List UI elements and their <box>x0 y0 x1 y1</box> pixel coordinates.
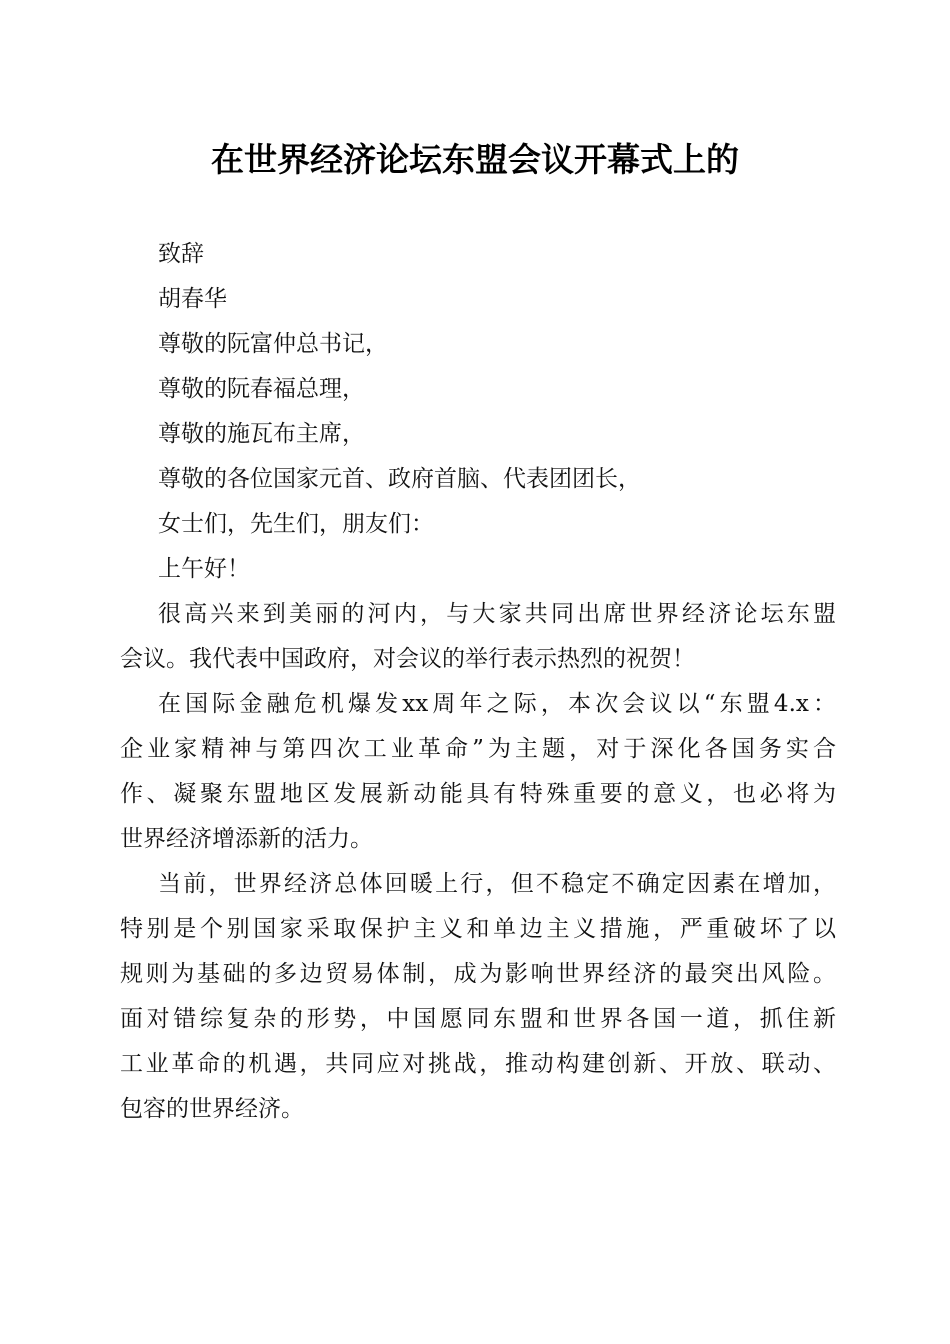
salutation-line: 尊敬的各位国家元首、政府首脑、代表团团长， <box>158 466 641 492</box>
paragraph-3-line: 当前，世界经济总体回暖上行，但不稳定不确定因素在增加， <box>158 871 836 897</box>
paragraph-3-line: 规则为基础的多边贸易体制，成为影响世界经济的最突出风险。 <box>120 961 836 987</box>
paragraph-2-line: 作、凝聚东盟地区发展新动能具有特殊重要的意义，也必将为 <box>120 781 836 807</box>
paragraph-2-line: 在国际金融危机爆发xx周年之际，本次会议以“东盟4.x： <box>158 691 836 717</box>
salutation-line: 尊敬的阮春福总理， <box>158 376 365 402</box>
paragraph-2-line: 世界经济增添新的活力。 <box>120 826 373 852</box>
salutation-line: 尊敬的施瓦布主席， <box>158 421 365 447</box>
paragraph-3-line: 特别是个别国家采取保护主义和单边主义措施，严重破坏了以 <box>120 916 836 942</box>
salutation-line: 致辞 <box>158 241 204 267</box>
paragraph-2-line: 企业家精神与第四次工业革命”为主题，对于深化各国务实合 <box>120 736 836 762</box>
document-body <box>120 232 836 1132</box>
speaker-name: 胡春华 <box>158 286 227 312</box>
salutation-line: 尊敬的阮富仲总书记， <box>158 331 388 357</box>
salutation-line: 女士们，先生们，朋友们： <box>158 511 434 537</box>
paragraph-3-line: 工业革命的机遇，共同应对挑战，推动构建创新、开放、联动、 <box>120 1051 836 1077</box>
paragraph-1-line: 会议。我代表中国政府，对会议的举行表示热烈的祝贺！ <box>120 646 695 672</box>
document-title: 在世界经济论坛东盟会议开幕式上的 <box>211 140 739 179</box>
paragraph-3-line: 面对错综复杂的形势，中国愿同东盟和世界各国一道，抓住新 <box>120 1006 836 1032</box>
paragraph-3-line: 包容的世界经济。 <box>120 1096 304 1122</box>
paragraph-1-line: 很高兴来到美丽的河内，与大家共同出席世界经济论坛东盟 <box>158 601 836 627</box>
greeting-line: 上午好！ <box>158 556 250 582</box>
